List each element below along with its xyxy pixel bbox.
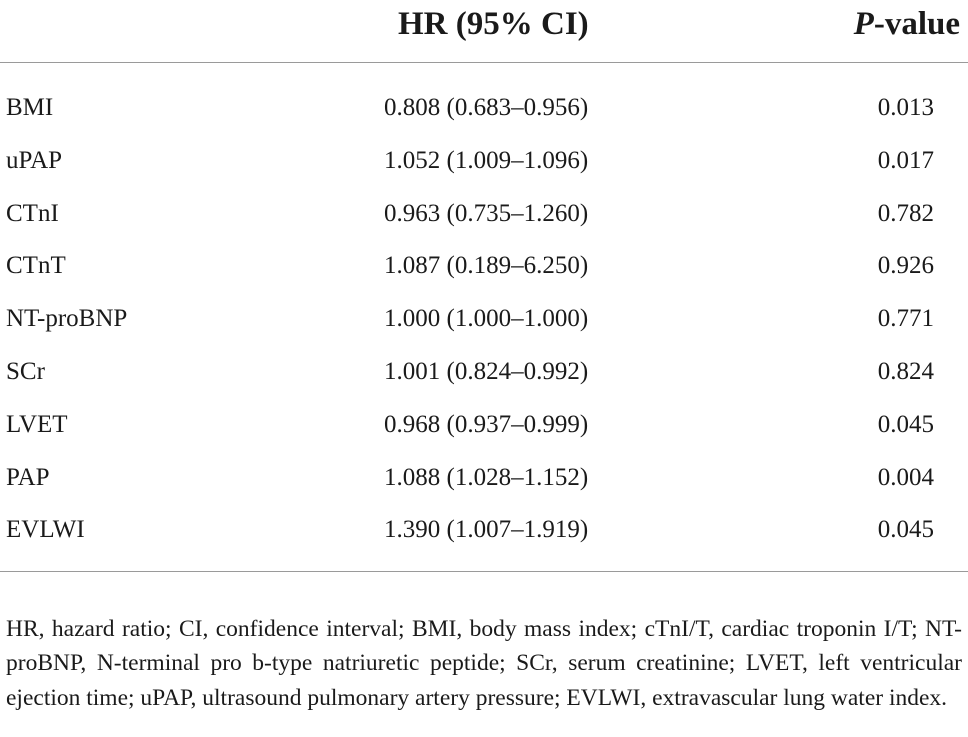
table-row <box>0 135 968 188</box>
p-value-cell: 0.782 <box>877 199 934 227</box>
footer-divider <box>0 571 968 572</box>
p-value-cell: 0.824 <box>877 357 934 385</box>
p-value-cell: 0.045 <box>877 410 934 438</box>
header-divider <box>0 62 968 63</box>
hr-ci-cell: 1.087 (0.189–6.250) <box>384 252 589 280</box>
variable-cell: CTnT <box>6 252 66 280</box>
table-row <box>0 188 968 241</box>
hr-ci-cell: 1.390 (1.007–1.919) <box>384 516 589 544</box>
table-row <box>0 240 968 293</box>
table-body <box>0 82 968 557</box>
hr-ci-cell: 1.000 (1.000–1.000) <box>384 305 589 333</box>
table-header-row <box>0 0 968 62</box>
variable-cell: NT-proBNP <box>6 305 128 333</box>
p-value-cell: 0.771 <box>877 305 934 333</box>
p-value-cell: 0.045 <box>877 516 934 544</box>
table-row <box>0 452 968 505</box>
variable-cell: LVET <box>6 410 68 438</box>
variable-cell: BMI <box>6 94 54 121</box>
hr-ci-cell: 0.968 (0.937–0.999) <box>384 410 589 438</box>
hr-ci-cell: 0.808 (0.683–0.956) <box>384 94 589 121</box>
variable-cell: PAP <box>6 463 50 491</box>
table-row <box>0 504 968 557</box>
variable-cell: SCr <box>6 357 45 385</box>
hr-ci-cell: 0.963 (0.735–1.260) <box>384 199 589 227</box>
variable-cell: CTnI <box>6 199 59 227</box>
table-row <box>0 346 968 399</box>
p-value-cell: 0.004 <box>877 463 934 491</box>
hr-ci-cell: 1.052 (1.009–1.096) <box>384 146 589 174</box>
p-value-cell: 0.926 <box>877 252 934 280</box>
header-p-italic: P <box>853 6 874 42</box>
variable-cell: uPAP <box>6 146 63 174</box>
table-row <box>0 293 968 346</box>
header-p-value <box>854 4 960 44</box>
p-value-cell: 0.013 <box>877 94 934 121</box>
header-p-rest: -value <box>873 6 960 42</box>
header-hr-ci: HR (95% CI) <box>398 6 589 42</box>
p-value-cell: 0.017 <box>877 146 934 174</box>
table-row <box>0 82 968 135</box>
hr-ci-cell: 1.001 (0.824–0.992) <box>384 357 589 385</box>
table-footnote: HR, hazard ratio; CI, confidence interval; BMI, body mass index; cTnI/T, cardiac troponin I/T; NT-proBNP, N-terminal pro b-type natriuretic peptide; SCr, serum creatinine; LVET, left ventricular ejection time; uPAP, ultrasound pulmonary artery pressure; EVLWI, extravascular lung water index. <box>6 615 962 711</box>
variable-cell: EVLWI <box>6 516 85 544</box>
table-row <box>0 399 968 452</box>
hr-ci-cell: 1.088 (1.028–1.152) <box>384 463 589 491</box>
